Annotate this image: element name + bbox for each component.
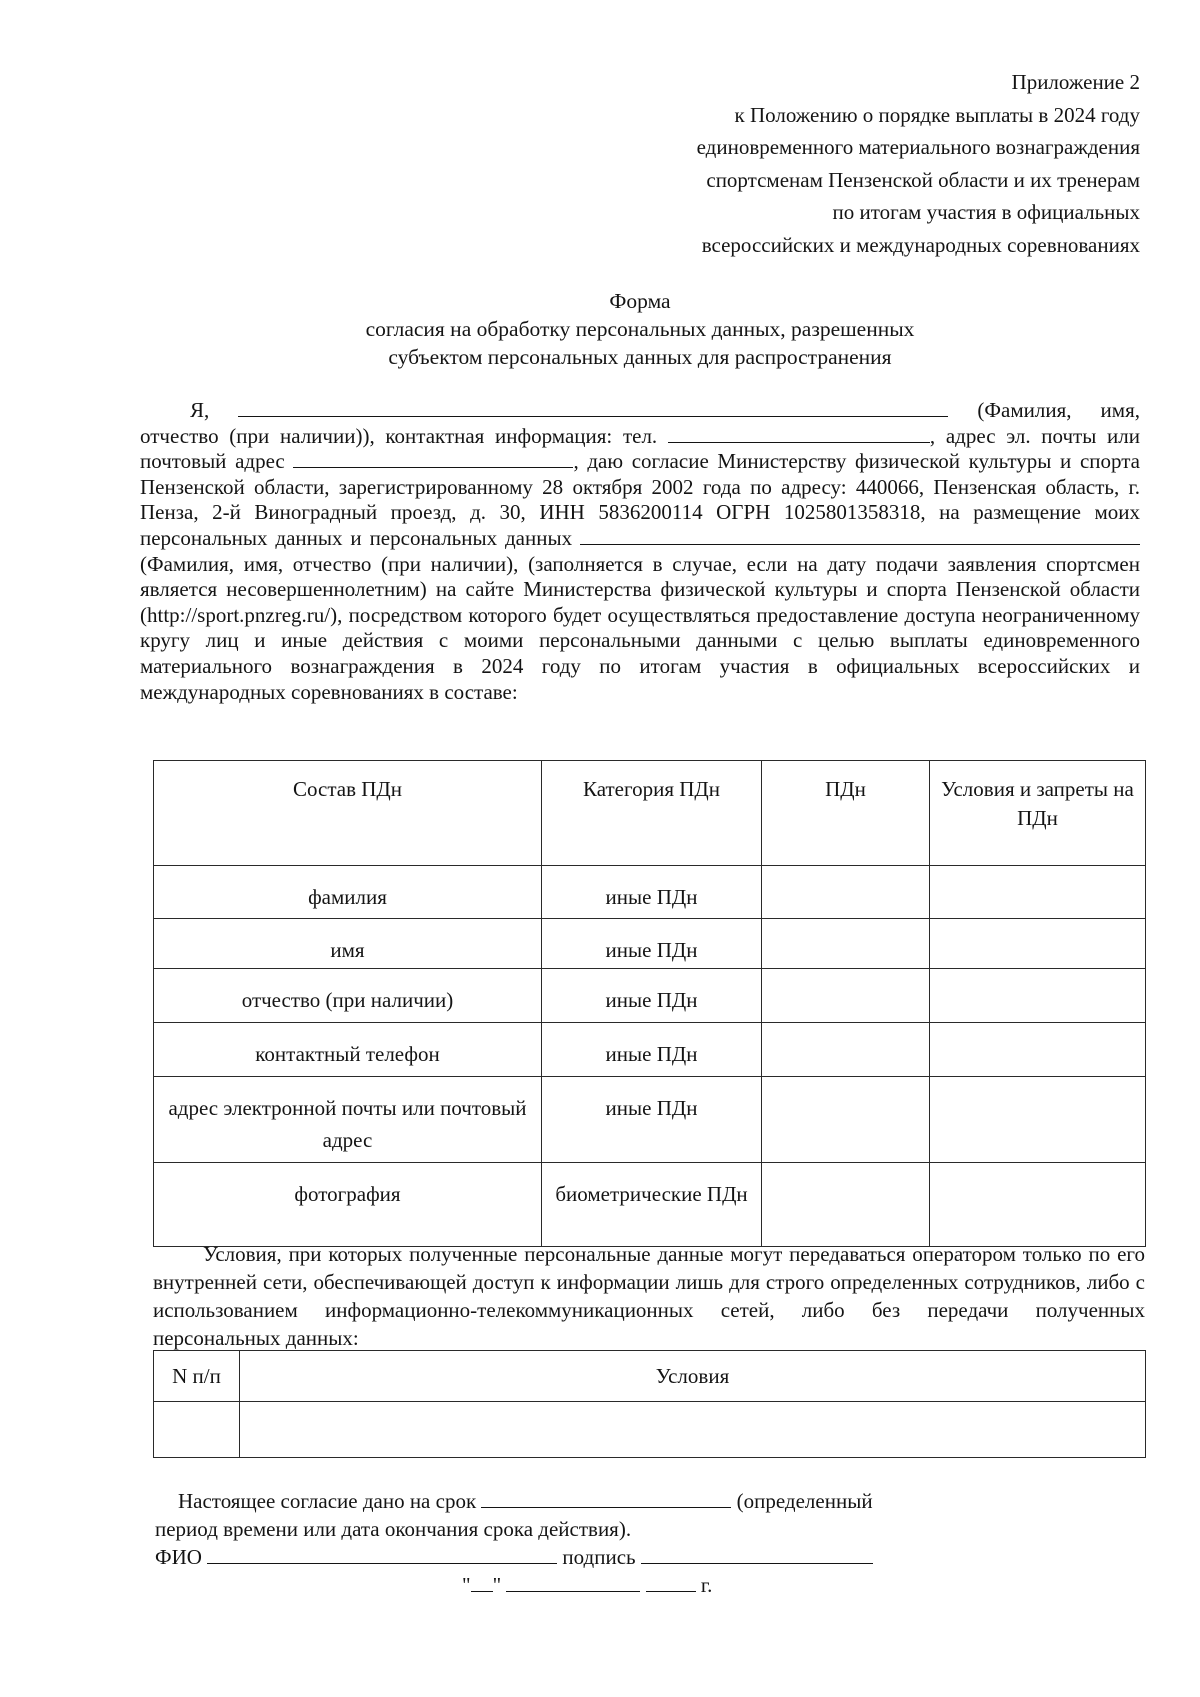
pdn-cell[interactable] bbox=[762, 919, 930, 969]
composition-cell: контактный телефон bbox=[154, 1023, 542, 1077]
term-label: Настоящее согласие дано на срок bbox=[178, 1489, 477, 1513]
appendix-line: Приложение 2 bbox=[1011, 70, 1140, 94]
composition-cell: отчество (при наличии) bbox=[154, 969, 542, 1023]
pdn-table bbox=[153, 760, 1146, 1247]
full-name-field[interactable] bbox=[238, 398, 948, 417]
fio-label: ФИО bbox=[155, 1545, 202, 1569]
term-line bbox=[178, 1487, 1178, 1515]
category-cell: биометрические ПДн bbox=[542, 1163, 762, 1247]
pdn-cell[interactable] bbox=[762, 969, 930, 1023]
category-cell: иные ПДн bbox=[542, 866, 762, 919]
consent-main: , даю согласие Министерству физической культуры и спорта Пензенской области, зарегистрированному 28 октября 2002 года по адресу: 440066, Пензенская область, г. Пенза, 2-й Виноградный проезд, д. 30, ИНН 5836200114 ОГРН 1025801358318, на размещение моих персональных данных и персональных данных bbox=[140, 449, 1141, 550]
composition-cell: адрес электронной почты или почтовый адрес bbox=[154, 1077, 542, 1163]
category-cell: иные ПДн bbox=[542, 1023, 762, 1077]
conditions-cell[interactable] bbox=[930, 969, 1146, 1023]
appendix-header bbox=[520, 66, 1140, 261]
date-year-field[interactable] bbox=[646, 1573, 696, 1592]
composition-cell: фамилия bbox=[154, 866, 542, 919]
form-title-line: Форма bbox=[609, 289, 671, 313]
pdn-cell[interactable] bbox=[762, 1077, 930, 1163]
table-header-row bbox=[154, 1351, 1146, 1402]
signature-field[interactable] bbox=[641, 1545, 873, 1564]
header-conditions: Условия bbox=[240, 1351, 1146, 1402]
minor-name-field[interactable] bbox=[580, 526, 1140, 545]
category-cell: иные ПДн bbox=[542, 1077, 762, 1163]
conditions-cell[interactable] bbox=[930, 919, 1146, 969]
table-row bbox=[154, 866, 1146, 919]
table-row bbox=[154, 1402, 1146, 1458]
email-label: , адрес эл. почты или почтовый адрес bbox=[140, 423, 1140, 474]
date-month-field[interactable] bbox=[506, 1573, 640, 1592]
conditions-cell[interactable] bbox=[930, 866, 1146, 919]
term-field[interactable] bbox=[481, 1489, 731, 1508]
signature-label: подпись bbox=[562, 1545, 636, 1569]
appendix-line: спортсменам Пензенской области и их тренерам bbox=[706, 167, 1140, 192]
appendix-line: по итогам участия в официальных bbox=[832, 200, 1140, 224]
date-quote-open: " bbox=[462, 1573, 471, 1597]
term-hint-continued: период времени или дата окончания срока действия). bbox=[155, 1517, 632, 1541]
consent-rest: на сайте Министерства физической культуры и спорта Пензенской области (http://sport.pnzreg.ru/), посредством которого будет осуществляться предоставление доступа неограниченному кругу лиц и иные действия с моими персональными данными с целью выплаты единовременного материального вознаграждения в 2024 году по итогам участия в официальных всероссийских и международных соревнованиях в составе: bbox=[140, 577, 1140, 704]
term-hint: (определенный bbox=[736, 1489, 873, 1513]
appendix-line: единовременного материального вознаграждения bbox=[696, 135, 1140, 159]
pdn-cell[interactable] bbox=[762, 1023, 930, 1077]
condition-cell[interactable] bbox=[240, 1402, 1146, 1458]
form-title-line: субъектом персональных данных для распространения bbox=[388, 345, 892, 369]
date-day-field[interactable] bbox=[471, 1573, 493, 1592]
signature-line bbox=[155, 1543, 1155, 1571]
composition-cell: фотография bbox=[154, 1163, 542, 1247]
conditions-table bbox=[153, 1350, 1146, 1458]
minor-note: (заполняется в случае, если на дату подачи заявления спортсмен является несовершеннолетним) bbox=[140, 551, 1140, 602]
conditions-text: Условия, при которых полученные персональные данные могут передаваться оператором только по его внутренней сети, обеспечивающей доступ к информации лишь для строго определенных сотрудников, либо с использованием информационно-телекоммуникационных сетей, либо без передачи полученных персональных данных: bbox=[153, 1242, 1145, 1350]
table-row bbox=[154, 1077, 1146, 1163]
header-composition: Состав ПДн bbox=[154, 761, 542, 866]
category-cell: иные ПДн bbox=[542, 969, 762, 1023]
form-title-line: согласия на обработку персональных данных, разрешенных bbox=[365, 317, 915, 341]
pdn-cell[interactable] bbox=[762, 866, 930, 919]
fio-field[interactable] bbox=[207, 1545, 557, 1564]
full-name-hint: (Фамилия, имя, отчество (при наличии)), контактная информация: тел. bbox=[140, 398, 1140, 448]
consent-paragraph bbox=[140, 398, 1140, 705]
category-cell: иные ПДн bbox=[542, 919, 762, 969]
conditions-cell[interactable] bbox=[930, 1077, 1146, 1163]
number-cell[interactable] bbox=[154, 1402, 240, 1458]
table-row bbox=[154, 969, 1146, 1023]
form-title bbox=[140, 287, 1140, 371]
composition-cell: имя bbox=[154, 919, 542, 969]
table-row bbox=[154, 1023, 1146, 1077]
table-header-row bbox=[154, 761, 1146, 866]
header-number: N п/п bbox=[154, 1351, 240, 1402]
term-hint-line bbox=[155, 1515, 1155, 1543]
date-quote-close: " bbox=[492, 1573, 502, 1597]
header-conditions: Условия и запреты на ПДн bbox=[930, 761, 1146, 866]
date-line bbox=[462, 1571, 1200, 1599]
year-suffix: г. bbox=[700, 1573, 713, 1597]
phone-field[interactable] bbox=[668, 424, 930, 443]
appendix-line: всероссийских и международных соревнованиях bbox=[701, 232, 1140, 257]
minor-name-hint: (Фамилия, имя, отчество (при наличии), bbox=[140, 551, 519, 576]
conditions-cell[interactable] bbox=[930, 1163, 1146, 1247]
conditions-cell[interactable] bbox=[930, 1023, 1146, 1077]
table-row bbox=[154, 919, 1146, 969]
pdn-cell[interactable] bbox=[762, 1163, 930, 1247]
table-row bbox=[154, 1163, 1146, 1247]
email-field[interactable] bbox=[293, 449, 573, 468]
conditions-paragraph bbox=[153, 1240, 1145, 1352]
consent-start: Я, bbox=[190, 398, 210, 422]
appendix-line: к Положению о порядке выплаты в 2024 году bbox=[734, 102, 1140, 127]
header-category: Категория ПДн bbox=[542, 761, 762, 866]
header-pdn: ПДн bbox=[762, 761, 930, 866]
